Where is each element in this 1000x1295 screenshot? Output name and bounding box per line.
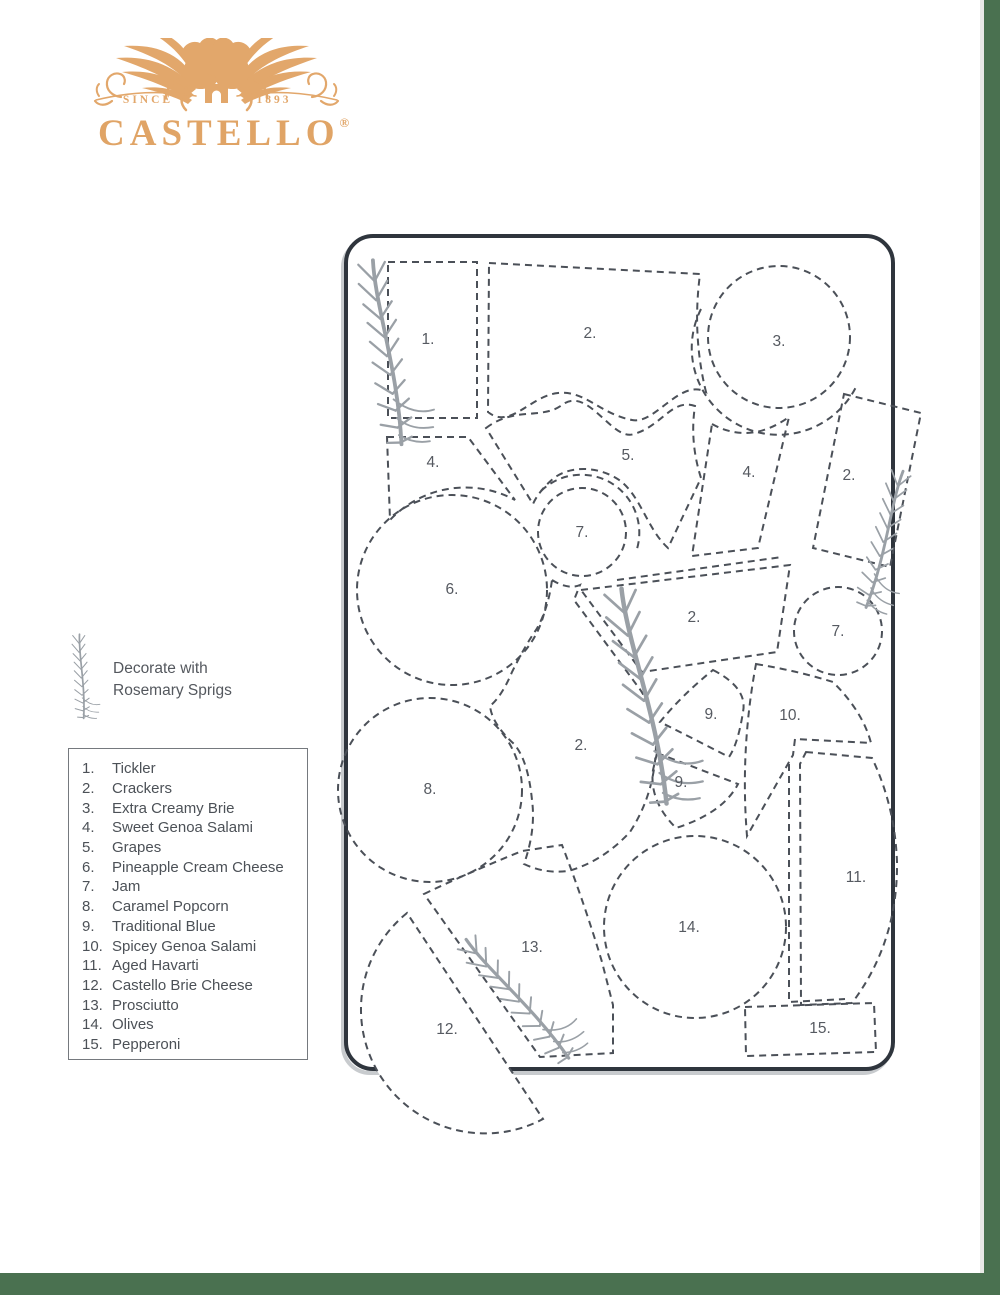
- region-label-7-jam-right: 7.: [831, 623, 845, 640]
- region-label-11-aged-havarti: 11.: [845, 869, 867, 886]
- legend-item-number: 11.: [82, 957, 102, 975]
- legend-item-number: 14.: [82, 1016, 103, 1034]
- legend-item-prosciutto: [82, 995, 307, 1015]
- legend-item-label: Prosciutto: [112, 996, 179, 1014]
- legend-item-label: Olives: [112, 1016, 154, 1034]
- legend-item-olives: [82, 1015, 307, 1035]
- logo-brand-text: CASTELLO: [98, 113, 340, 154]
- decorate-note-line1: Decorate with: [113, 660, 208, 677]
- region-label-2-crackers-right: 2.: [842, 467, 856, 484]
- region-label-2-crackers-mid: 2.: [687, 609, 701, 626]
- legend-item-traditional-blue: [82, 917, 307, 937]
- legend-item-caramel-popcorn: [82, 897, 307, 917]
- legend-item-number: 4.: [82, 819, 95, 837]
- registered-mark: ®: [339, 115, 350, 130]
- region-label-5-grapes: 5.: [621, 447, 635, 464]
- region-label-14-olives: 14.: [678, 919, 700, 936]
- legend-item-castello-brie-cheese: [82, 976, 307, 996]
- decorate-note-text: [113, 658, 232, 702]
- legend-item-label: Aged Havarti: [112, 957, 199, 975]
- legend-item-pepperoni: [82, 1035, 307, 1055]
- region-label-3-extra-creamy-brie: 3.: [772, 333, 786, 350]
- region-label-12-castello-brie-cheese: 12.: [436, 1021, 458, 1038]
- legend-item-number: 2.: [82, 780, 95, 798]
- legend-item-number: 7.: [82, 878, 95, 896]
- rosemary-sprig-note-icon: [66, 632, 112, 732]
- legend-item-label: Sweet Genoa Salami: [112, 819, 253, 837]
- legend-item-sweet-genoa-salami: [82, 818, 307, 838]
- legend-item-label: Castello Brie Cheese: [112, 976, 253, 994]
- legend-item-number: 9.: [82, 917, 95, 935]
- region-label-13-prosciutto: 13.: [521, 939, 543, 956]
- legend-item-label: Grapes: [112, 839, 162, 857]
- legend-item-number: 10.: [82, 937, 103, 955]
- legend-item-label: Tickler: [112, 760, 156, 778]
- region-label-7-jam-left: 7.: [575, 524, 589, 541]
- legend-item-spicey-genoa-salami: [82, 936, 307, 956]
- legend-item-grapes: [82, 838, 307, 858]
- legend-item-aged-havarti: [82, 956, 307, 976]
- region-label-2-crackers-top: 2.: [583, 325, 597, 342]
- legend-item-number: 3.: [82, 799, 95, 817]
- region-label-10-spicey-genoa-salami: 10.: [779, 707, 801, 724]
- region-label-2-crackers-center: 2.: [574, 737, 588, 754]
- legend-item-number: 13.: [82, 996, 103, 1014]
- region-label-8-caramel-popcorn: 8.: [423, 781, 437, 798]
- legend-item-label: Crackers: [112, 780, 173, 798]
- decorate-note: [66, 632, 296, 732]
- legend-item-number: 5.: [82, 839, 95, 857]
- region-label-9-traditional-blue-upper: 9.: [704, 706, 718, 723]
- logo-since: SINCE: [122, 94, 174, 106]
- legend-item-label: Traditional Blue: [112, 917, 216, 935]
- region-label-9-traditional-blue-lower: 9.: [674, 774, 688, 791]
- legend-item-crackers: [82, 779, 307, 799]
- board-outline: [346, 236, 893, 1069]
- region-label-1-tickler: 1.: [421, 331, 435, 348]
- legend-item-number: 12.: [82, 976, 103, 994]
- legend-item-label: Spicey Genoa Salami: [112, 937, 257, 955]
- region-label-6-pineapple-cream-cheese: 6.: [445, 581, 459, 598]
- region-label-15-pepperoni: 15.: [809, 1020, 831, 1037]
- legend-item-number: 15.: [82, 1035, 103, 1053]
- legend-item-jam: [82, 877, 307, 897]
- legend-item-label: Jam: [112, 878, 141, 896]
- legend-box: [68, 748, 308, 1060]
- legend-item-label: Caramel Popcorn: [112, 898, 229, 916]
- legend-item-number: 8.: [82, 898, 95, 916]
- legend-item-number: 6.: [82, 858, 95, 876]
- legend-item-number: 1.: [82, 760, 95, 778]
- logo-year: 1893: [256, 94, 292, 106]
- region-label-4-sweet-genoa-salami-mid: 4.: [742, 464, 756, 481]
- legend-item-tickler: [82, 759, 307, 779]
- decorate-note-line2: Rosemary Sprigs: [113, 682, 232, 699]
- legend-item-label: Extra Creamy Brie: [112, 799, 235, 817]
- legend-item-label: Pepperoni: [112, 1035, 181, 1053]
- legend-item-label: Pineapple Cream Cheese: [112, 858, 284, 876]
- legend-item-pineapple-cream-cheese: [82, 857, 307, 877]
- legend-item-extra-creamy-brie: [82, 798, 307, 818]
- region-label-4-sweet-genoa-salami-left: 4.: [426, 454, 440, 471]
